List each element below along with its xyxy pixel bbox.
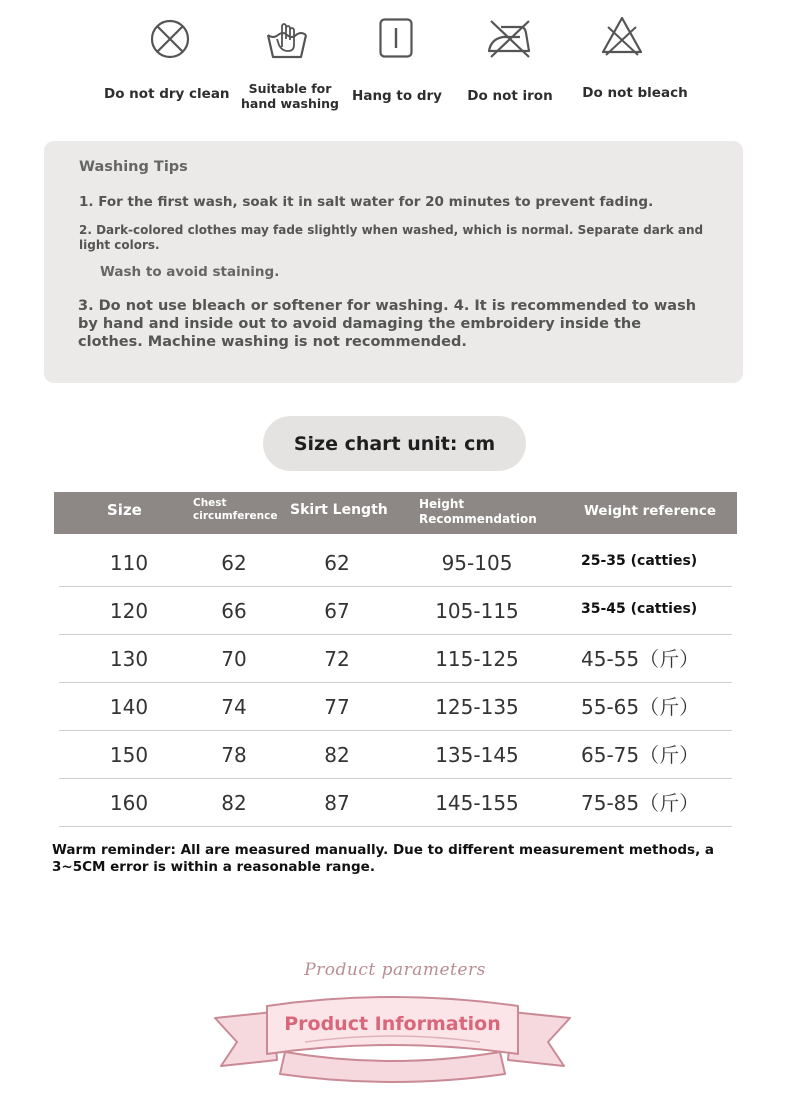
cell-height: 145-155 (435, 791, 519, 815)
header-height: Height Recommendation (419, 497, 537, 526)
cell-skirt: 82 (324, 743, 350, 767)
care-label-no-iron: Do not iron (467, 88, 553, 104)
header-chest: Chest circumference (193, 497, 278, 522)
cell-height: 115-125 (435, 647, 519, 671)
cell-size: 140 (109, 695, 149, 719)
size-table-header (54, 492, 737, 534)
cell-chest: 66 (221, 599, 247, 623)
cell-skirt: 77 (324, 695, 350, 719)
cell-chest: 82 (221, 791, 247, 815)
size-chart-title: Size chart unit: cm (263, 416, 526, 471)
cell-skirt: 62 (324, 551, 350, 575)
washing-tips-title: Washing Tips (79, 159, 188, 175)
table-row (59, 634, 732, 683)
washing-tip-2: 2. Dark-colored clothes may fade slightly when washed, which is normal. Separate dark and light colors. (79, 223, 704, 252)
hang-dry-icon (378, 17, 414, 59)
cell-size: 160 (109, 791, 149, 815)
header-weight: Weight reference (584, 503, 717, 519)
warm-reminder: Warm reminder: All are measured manually. Due to different measurement methods, a 3~5CM error is within a reasonable range. (52, 842, 715, 875)
table-row (59, 778, 732, 827)
hand-wash-icon (264, 17, 310, 61)
cell-weight: 55-65（斤） (581, 695, 700, 719)
cell-size: 110 (109, 551, 149, 575)
product-information-banner-text: Product Information (284, 1013, 501, 1035)
product-parameters-script-title: Product parameters (304, 960, 486, 980)
cell-chest: 70 (221, 647, 247, 671)
cell-skirt: 87 (324, 791, 350, 815)
care-label-no-dry-clean: Do not dry clean (104, 86, 230, 102)
care-label-hand-wash-line2: hand washing (241, 96, 339, 111)
cell-height: 135-145 (435, 743, 519, 767)
no-dry-clean-icon (148, 17, 192, 61)
cell-weight: 25-35 (catties) (581, 553, 698, 569)
cell-size: 120 (109, 599, 149, 623)
care-label-hang-dry: Hang to dry (352, 88, 442, 104)
table-row (59, 538, 732, 587)
care-symbols-row (0, 0, 790, 125)
washing-tip-2b: Wash to avoid staining. (100, 264, 280, 280)
cell-height: 95-105 (441, 551, 513, 575)
care-label-hand-wash-line1: Suitable for (248, 81, 332, 96)
table-row (59, 682, 732, 731)
no-bleach-icon (600, 15, 644, 57)
cell-weight: 65-75（斤） (581, 743, 700, 767)
header-skirt-length: Skirt Length (290, 502, 388, 518)
cell-skirt: 67 (324, 599, 350, 623)
header-size: Size (107, 501, 142, 519)
cell-height: 105-115 (435, 599, 519, 623)
cell-skirt: 72 (324, 647, 350, 671)
no-iron-icon (485, 17, 533, 59)
table-row (59, 586, 732, 635)
cell-size: 130 (109, 647, 149, 671)
cell-weight: 35-45 (catties) (581, 601, 698, 617)
cell-weight: 75-85（斤） (581, 791, 700, 815)
cell-size: 150 (109, 743, 149, 767)
washing-tips-panel (44, 141, 743, 383)
cell-weight: 45-55（斤） (581, 647, 700, 671)
cell-chest: 62 (221, 551, 247, 575)
care-label-hand-wash (230, 81, 350, 111)
washing-tip-1: 1. For the first wash, soak it in salt water for 20 minutes to prevent fading. (79, 194, 654, 210)
cell-chest: 74 (221, 695, 247, 719)
cell-height: 125-135 (435, 695, 519, 719)
cell-chest: 78 (221, 743, 247, 767)
ribbon-banner-graphic (205, 990, 580, 1090)
table-row (59, 730, 732, 779)
care-label-no-bleach: Do not bleach (582, 85, 688, 101)
washing-tip-3: 3. Do not use bleach or softener for washing. 4. It is recommended to wash by hand and inside out to avoid damaging the embroidery inside the clothes. Machine washing is not recommended. (78, 298, 697, 350)
